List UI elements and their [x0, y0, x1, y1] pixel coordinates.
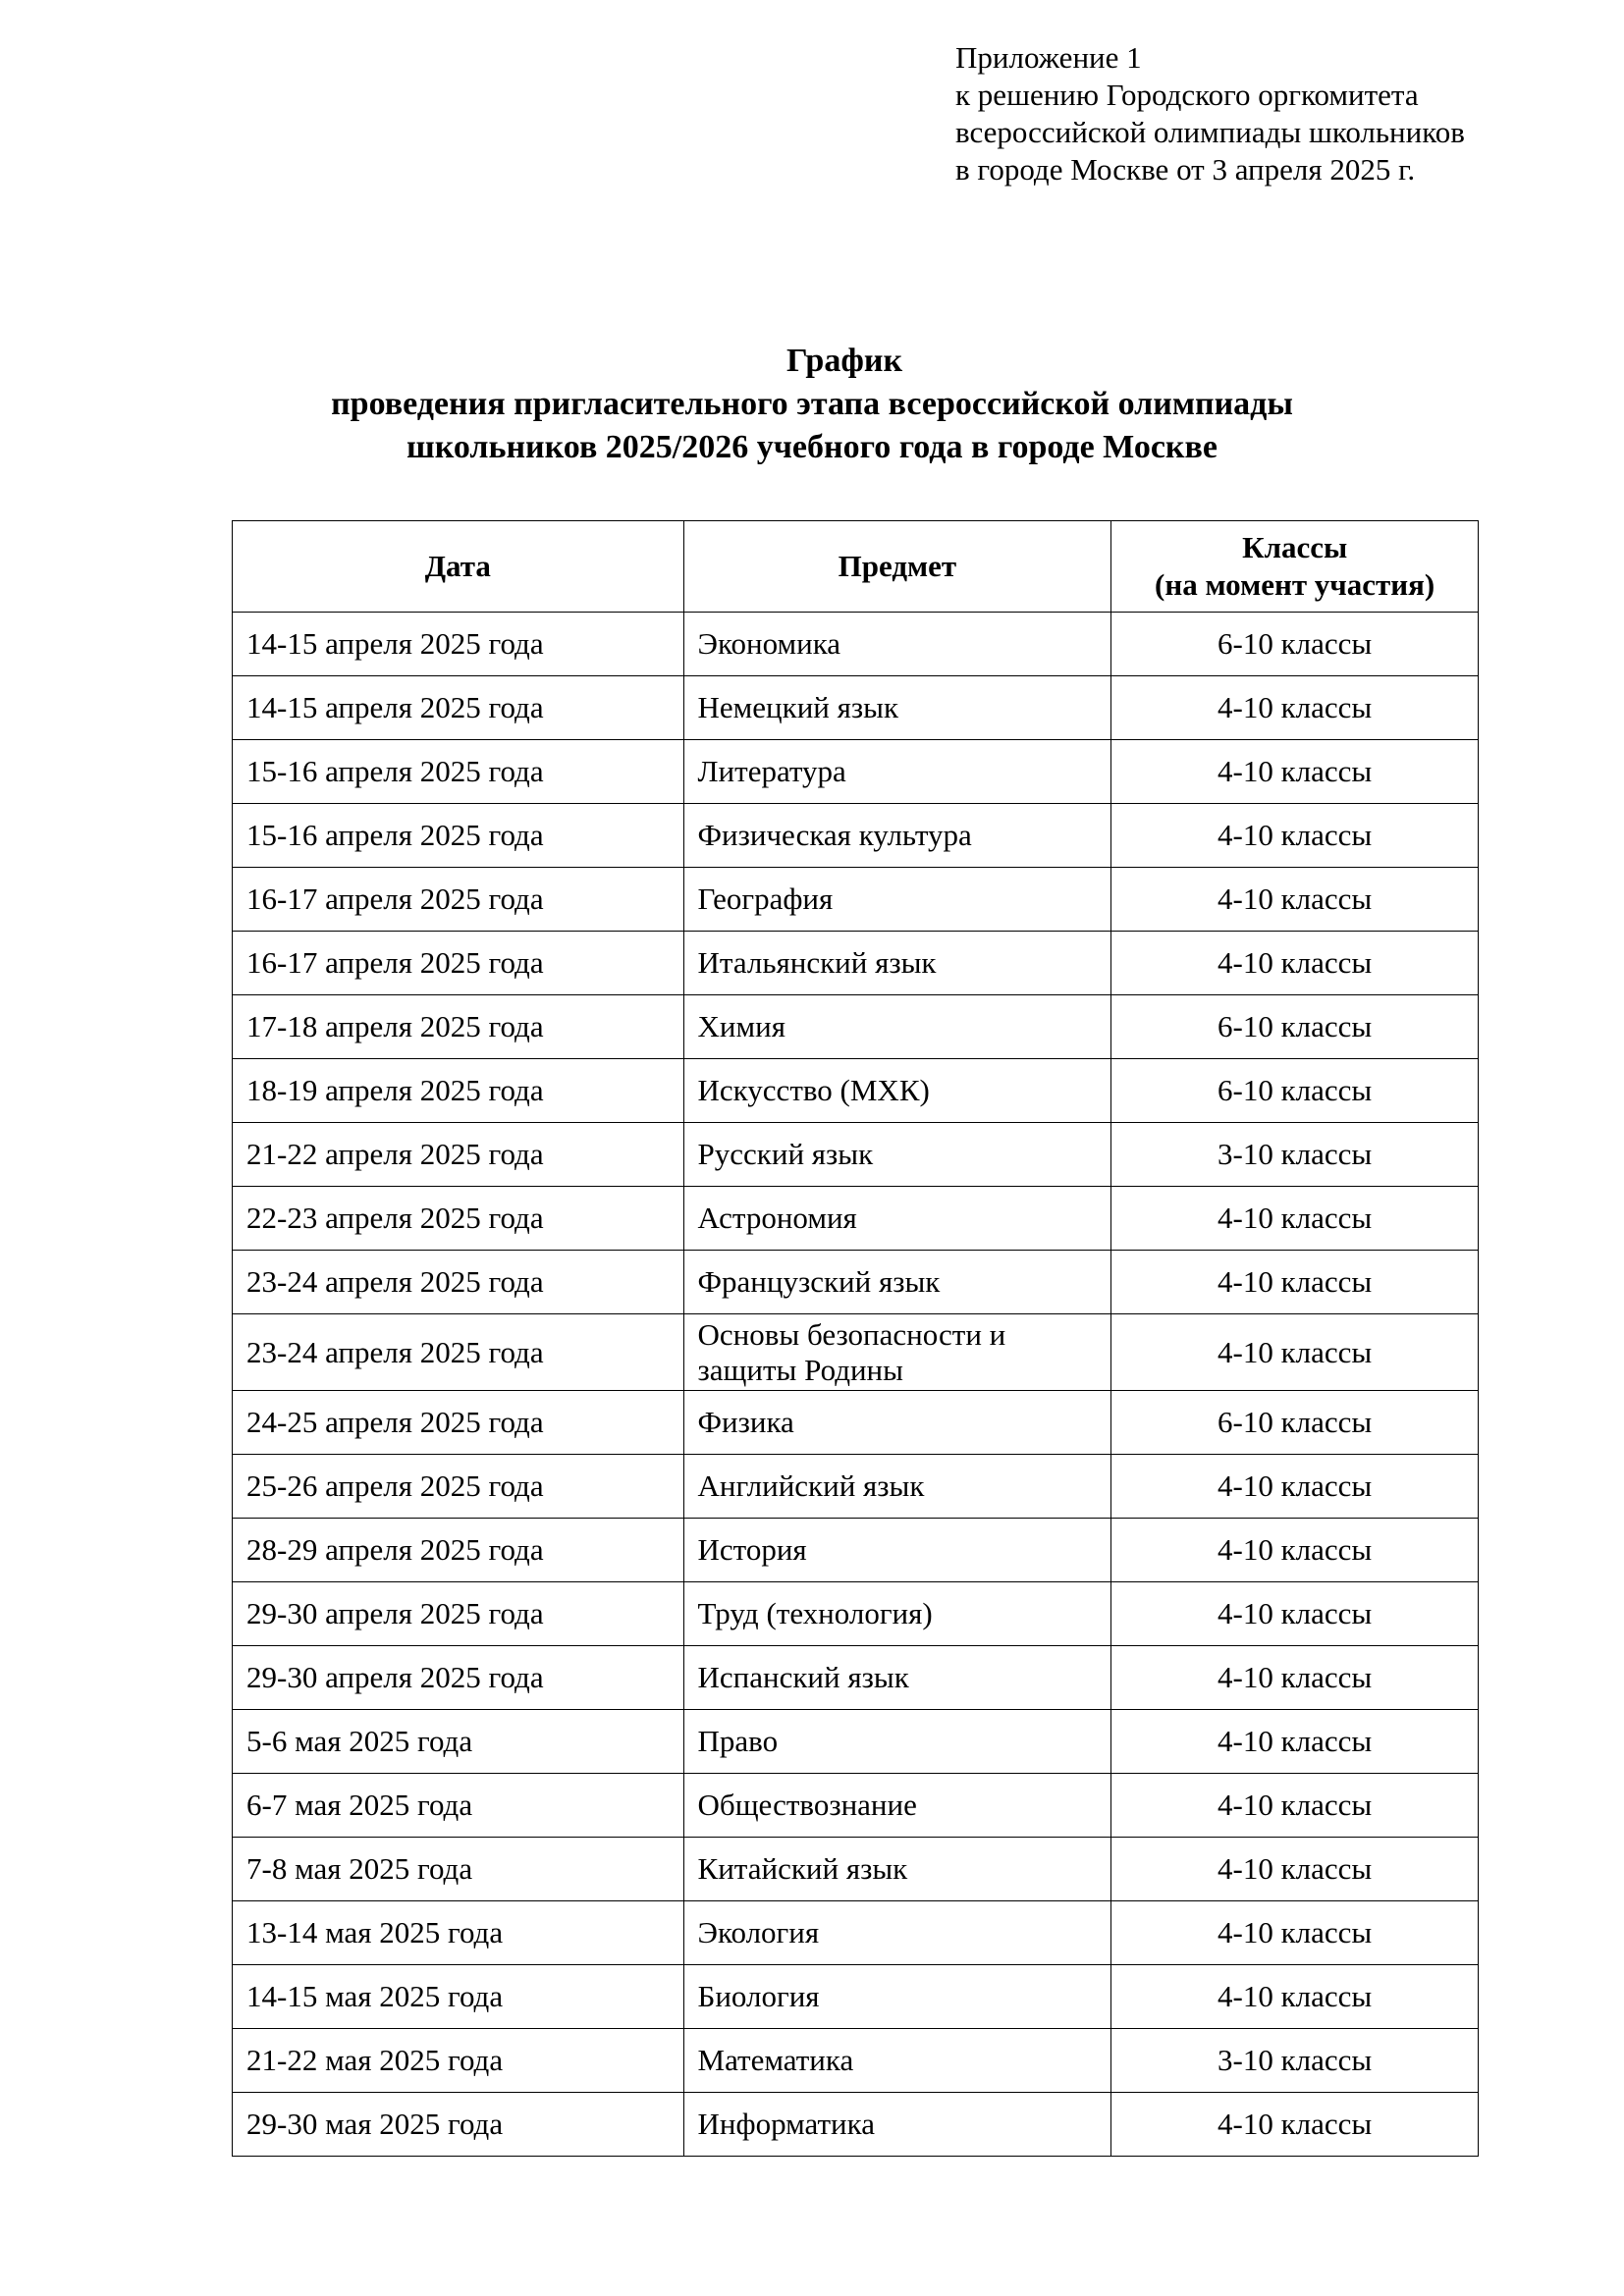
cell-date: 25-26 апреля 2025 года: [233, 1455, 684, 1519]
cell-subject: Информатика: [683, 2093, 1111, 2157]
cell-subject: История: [683, 1519, 1111, 1582]
cell-date: 18-19 апреля 2025 года: [233, 1059, 684, 1123]
cell-subject: [683, 1314, 1111, 1391]
cell-date: 29-30 мая 2025 года: [233, 2093, 684, 2157]
cell-date: 14-15 апреля 2025 года: [233, 613, 684, 676]
table-row: [233, 1838, 1479, 1901]
cell-grades: 4-10 классы: [1111, 1838, 1479, 1901]
cell-date: 21-22 мая 2025 года: [233, 2029, 684, 2093]
table-row: [233, 1774, 1479, 1838]
appendix-line: к решению Городского оргкомитета: [955, 78, 1419, 112]
cell-date: 5-6 мая 2025 года: [233, 1710, 684, 1774]
cell-date: 7-8 мая 2025 года: [233, 1838, 684, 1901]
cell-grades: 6-10 классы: [1111, 613, 1479, 676]
cell-subject: Искусство (МХК): [683, 1059, 1111, 1123]
cell-subject: Английский язык: [683, 1455, 1111, 1519]
table-row: [233, 1901, 1479, 1965]
cell-grades: 4-10 классы: [1111, 1965, 1479, 2029]
cell-date: 29-30 апреля 2025 года: [233, 1582, 684, 1646]
cell-subject: Немецкий язык: [683, 676, 1111, 740]
table-row: [233, 1582, 1479, 1646]
document-title: [0, 340, 1624, 469]
header-date: Дата: [233, 521, 684, 613]
cell-date: 14-15 апреля 2025 года: [233, 676, 684, 740]
cell-grades: 4-10 классы: [1111, 1519, 1479, 1582]
cell-date: 21-22 апреля 2025 года: [233, 1123, 684, 1187]
table-row: [233, 1187, 1479, 1251]
cell-date: 15-16 апреля 2025 года: [233, 804, 684, 868]
cell-date: 15-16 апреля 2025 года: [233, 740, 684, 804]
cell-grades: 3-10 классы: [1111, 2029, 1479, 2093]
cell-subject: Обществознание: [683, 1774, 1111, 1838]
cell-subject: Итальянский язык: [683, 932, 1111, 995]
cell-subject: Физика: [683, 1391, 1111, 1455]
table-row: [233, 1123, 1479, 1187]
cell-subject: Труд (технология): [683, 1582, 1111, 1646]
cell-grades: 4-10 классы: [1111, 1187, 1479, 1251]
cell-grades: 4-10 классы: [1111, 804, 1479, 868]
title-line-2: проведения пригласительного этапа всероссийской олимпиады: [331, 386, 1293, 422]
cell-grades: 4-10 классы: [1111, 1582, 1479, 1646]
header-grades-line-1: Классы: [1242, 530, 1348, 564]
cell-date: 23-24 апреля 2025 года: [233, 1314, 684, 1391]
cell-subject: Экология: [683, 1901, 1111, 1965]
cell-grades: 6-10 классы: [1111, 1391, 1479, 1455]
table-row: [233, 932, 1479, 995]
appendix-line: Приложение 1: [955, 40, 1142, 75]
cell-grades: 4-10 классы: [1111, 1646, 1479, 1710]
appendix-line: всероссийской олимпиады школьников: [955, 115, 1465, 149]
cell-subject: Испанский язык: [683, 1646, 1111, 1710]
title-line-1: График: [785, 343, 903, 379]
cell-subject: Астрономия: [683, 1187, 1111, 1251]
cell-grades: 4-10 классы: [1111, 1455, 1479, 1519]
cell-subject: Право: [683, 1710, 1111, 1774]
cell-date: 22-23 апреля 2025 года: [233, 1187, 684, 1251]
table-header-row: [233, 521, 1479, 613]
cell-date: 24-25 апреля 2025 года: [233, 1391, 684, 1455]
appendix-note: [955, 39, 1465, 188]
table-row: [233, 1710, 1479, 1774]
table-row: [233, 804, 1479, 868]
cell-date: 17-18 апреля 2025 года: [233, 995, 684, 1059]
cell-date: 23-24 апреля 2025 года: [233, 1251, 684, 1314]
table-row: [233, 1314, 1479, 1391]
cell-subject-line-1: Основы безопасности и: [697, 1316, 1006, 1352]
table-row: [233, 995, 1479, 1059]
table-row: [233, 1059, 1479, 1123]
table-row: [233, 1455, 1479, 1519]
cell-subject: Биология: [683, 1965, 1111, 2029]
cell-grades: 4-10 классы: [1111, 1901, 1479, 1965]
table-row: [233, 1391, 1479, 1455]
cell-grades: 4-10 классы: [1111, 1710, 1479, 1774]
cell-grades: 6-10 классы: [1111, 995, 1479, 1059]
cell-date: 6-7 мая 2025 года: [233, 1774, 684, 1838]
cell-date: 28-29 апреля 2025 года: [233, 1519, 684, 1582]
cell-grades: 3-10 классы: [1111, 1123, 1479, 1187]
title-line-3: школьников 2025/2026 учебного года в городе Москве: [406, 429, 1218, 465]
table-row: [233, 613, 1479, 676]
cell-subject: Математика: [683, 2029, 1111, 2093]
cell-date: 14-15 мая 2025 года: [233, 1965, 684, 2029]
cell-grades: 4-10 классы: [1111, 740, 1479, 804]
header-grades-line-2: (на момент участия): [1155, 567, 1435, 602]
cell-subject: География: [683, 868, 1111, 932]
cell-grades: 4-10 классы: [1111, 1774, 1479, 1838]
table-row: [233, 1965, 1479, 2029]
table-row: [233, 2029, 1479, 2093]
cell-subject: Русский язык: [683, 1123, 1111, 1187]
cell-grades: 4-10 классы: [1111, 1251, 1479, 1314]
cell-subject: Французский язык: [683, 1251, 1111, 1314]
cell-subject: Литература: [683, 740, 1111, 804]
cell-date: 16-17 апреля 2025 года: [233, 868, 684, 932]
table-row: [233, 2093, 1479, 2157]
header-grades: [1111, 521, 1479, 613]
cell-date: 16-17 апреля 2025 года: [233, 932, 684, 995]
cell-date: 13-14 мая 2025 года: [233, 1901, 684, 1965]
cell-grades: 4-10 классы: [1111, 2093, 1479, 2157]
table-row: [233, 1519, 1479, 1582]
header-subject: Предмет: [683, 521, 1111, 613]
cell-date: 29-30 апреля 2025 года: [233, 1646, 684, 1710]
cell-subject: Экономика: [683, 613, 1111, 676]
cell-subject: Физическая культура: [683, 804, 1111, 868]
cell-subject: Химия: [683, 995, 1111, 1059]
table-row: [233, 676, 1479, 740]
cell-grades: 4-10 классы: [1111, 1314, 1479, 1391]
cell-grades: 4-10 классы: [1111, 676, 1479, 740]
cell-subject: Китайский язык: [683, 1838, 1111, 1901]
cell-grades: 6-10 классы: [1111, 1059, 1479, 1123]
appendix-line: в городе Москве от 3 апреля 2025 г.: [955, 152, 1416, 187]
table-row: [233, 868, 1479, 932]
schedule-table: [232, 520, 1479, 2157]
table-row: [233, 740, 1479, 804]
cell-subject-line-2: защиты Родины: [697, 1352, 903, 1387]
cell-grades: 4-10 классы: [1111, 868, 1479, 932]
cell-grades: 4-10 классы: [1111, 932, 1479, 995]
table-row: [233, 1251, 1479, 1314]
table-row: [233, 1646, 1479, 1710]
